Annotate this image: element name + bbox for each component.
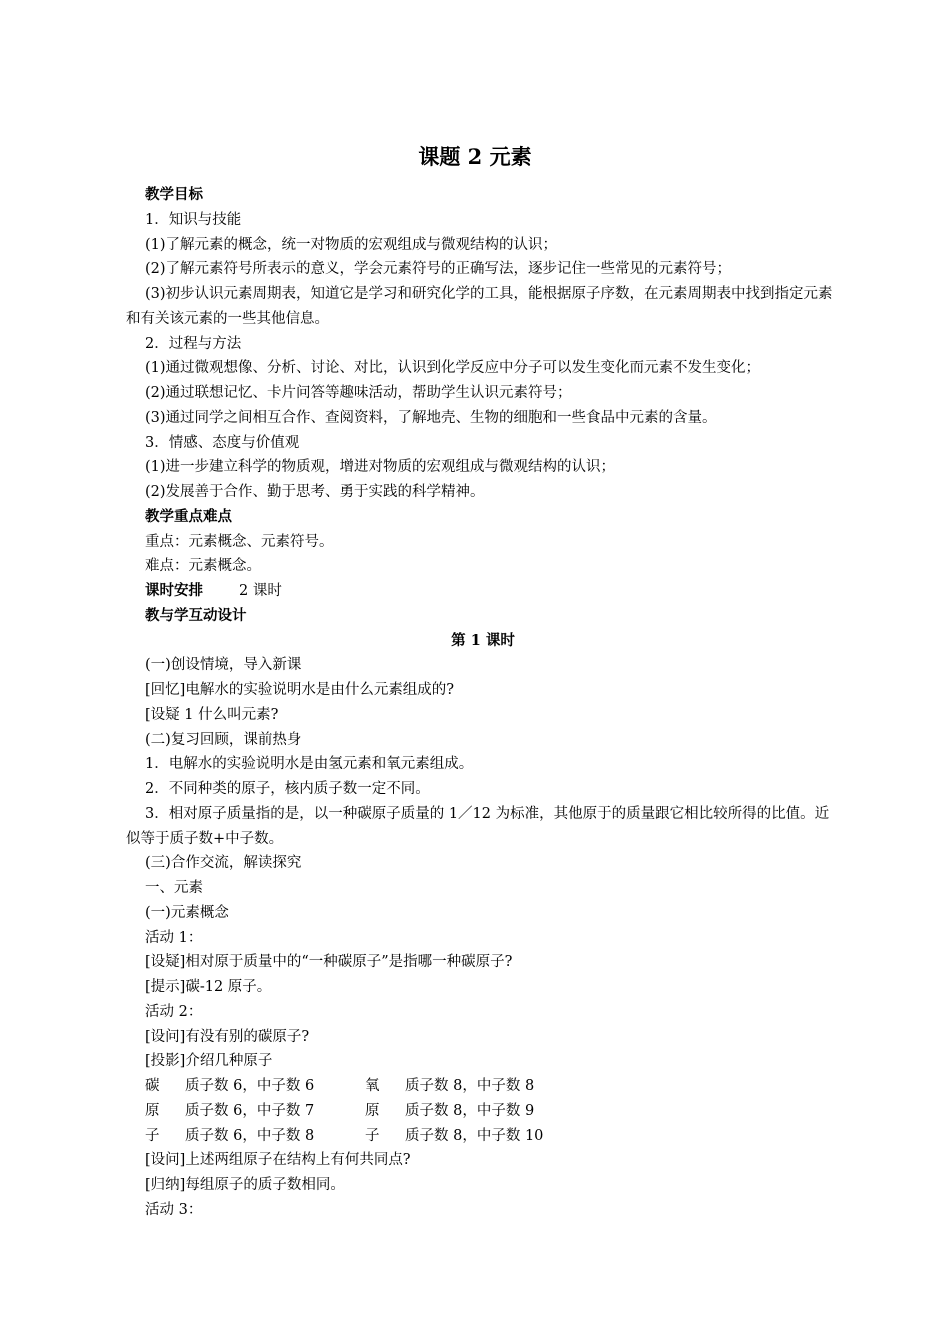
paragraph: [设疑]相对原于质量中的“一种碳原子”是指哪一种碳原子? — [145, 954, 513, 971]
paragraph: 3．情感、态度与价值观 — [145, 434, 300, 451]
table-cell: 质子数 6，中子数 7 — [185, 1102, 315, 1119]
paragraph: 活动 3： — [145, 1201, 203, 1218]
paragraph: (2)通过联想记忆、卡片问答等趣味活动，帮助学生认识元素符号； — [145, 385, 572, 401]
paragraph: 1．知识与技能 — [145, 211, 242, 228]
paragraph: 活动 1： — [145, 929, 203, 946]
paragraph: 3．相对原子质量指的是，以一种碳原子质量的 1／12 为标准，其他原于的质量跟它相比较所得的比值。近似等于质子数+中子数。 — [126, 805, 830, 847]
paragraph: [设问]有没有别的碳原子? — [145, 1028, 310, 1045]
table-cell: 质子数 8，中子数 9 — [405, 1102, 535, 1119]
paragraph: [归纳]每组原子的质子数相同。 — [145, 1177, 345, 1193]
keypoints-heading: 教学重点难点 — [145, 507, 232, 525]
paragraph: 重点：元素概念、元素符号。 — [145, 533, 334, 550]
table-cell: 碳 — [145, 1078, 160, 1094]
table-cell: 质子数 6，中子数 6 — [185, 1078, 315, 1094]
table-cell: 原 — [145, 1102, 160, 1119]
schedule-value: 2 课时 — [239, 583, 282, 599]
paragraph: (2)发展善于合作、勤于思考、勇于实践的科学精神。 — [145, 484, 485, 500]
paragraph: (3)通过同学之间相互合作、查阅资料，了解地壳、生物的细胞和一些食品中元素的含量。 — [145, 409, 717, 426]
paragraph: 2．不同种类的原子，核内质子数一定不同。 — [145, 781, 430, 797]
paragraph: (2)了解元素符号所表示的意义，学会元素符号的正确写法，逐步记住一些常见的元素符号； — [145, 261, 732, 278]
schedule-line — [126, 579, 840, 604]
table-cell: 原 — [365, 1102, 380, 1119]
objectives-heading: 教学目标 — [145, 186, 203, 203]
paragraph: [提示]碳-12 原子。 — [145, 979, 272, 995]
paragraph: (1)进一步建立科学的物质观，增进对物质的宏观组成与微观结构的认识； — [145, 459, 616, 476]
table-cell: 质子数 6，中子数 8 — [185, 1127, 315, 1144]
table-cell: 质子数 8，中子数 8 — [405, 1078, 535, 1094]
table-row — [126, 1124, 840, 1149]
paragraph: (二)复习回顾，课前热身 — [145, 731, 302, 748]
table-row — [126, 1099, 840, 1124]
paragraph: 1．电解水的实验说明水是由氢元素和氧元素组成。 — [145, 756, 474, 773]
table-cell: 质子数 8，中子数 10 — [405, 1127, 544, 1144]
paragraph: [设疑 1 什么叫元素? — [145, 706, 279, 723]
paragraph: [回忆]电解水的实验说明水是由什么元素组成的? — [145, 682, 455, 698]
paragraph: (1)了解元素的概念，统一对物质的宏观组成与微观结构的认识； — [145, 236, 558, 253]
paragraph: (1)通过微观想像、分析、讨论、对比，认识到化学反应中分子可以发生变化而元素不发生变化； — [145, 360, 761, 377]
paragraph: 难点：元素概念。 — [145, 558, 261, 575]
table-cell: 氧 — [365, 1078, 380, 1094]
paragraph: (一)元素概念 — [145, 904, 229, 921]
paragraph: (3)初步认识元素周期表，知道它是学习和研究化学的工具，能根据原子序数，在元素周期表中找到指定元素和有关该元素的一些其他信息。 — [126, 286, 833, 327]
page-title: 课题 2 元素 — [418, 144, 532, 169]
schedule-heading: 课时安排 — [145, 582, 203, 599]
document-body — [126, 183, 840, 1223]
paragraph: (三)合作交流，解读探究 — [145, 855, 302, 872]
atoms-table — [126, 1074, 840, 1148]
paragraph: 活动 2： — [145, 1003, 203, 1020]
paragraph: 2．过程与方法 — [145, 335, 242, 352]
lesson-heading: 第 1 课时 — [451, 631, 515, 649]
table-cell: 子 — [365, 1127, 380, 1144]
paragraph: [设问]上述两组原子在结构上有何共同点? — [145, 1152, 411, 1169]
design-heading: 教与学互动设计 — [145, 606, 247, 624]
table-row — [126, 1074, 840, 1099]
paragraph: (一)创设情境，导入新课 — [145, 657, 302, 674]
paragraph: 一、元素 — [145, 880, 203, 896]
table-cell: 子 — [145, 1127, 160, 1144]
paragraph: [投影]介绍几种原子 — [145, 1053, 273, 1070]
